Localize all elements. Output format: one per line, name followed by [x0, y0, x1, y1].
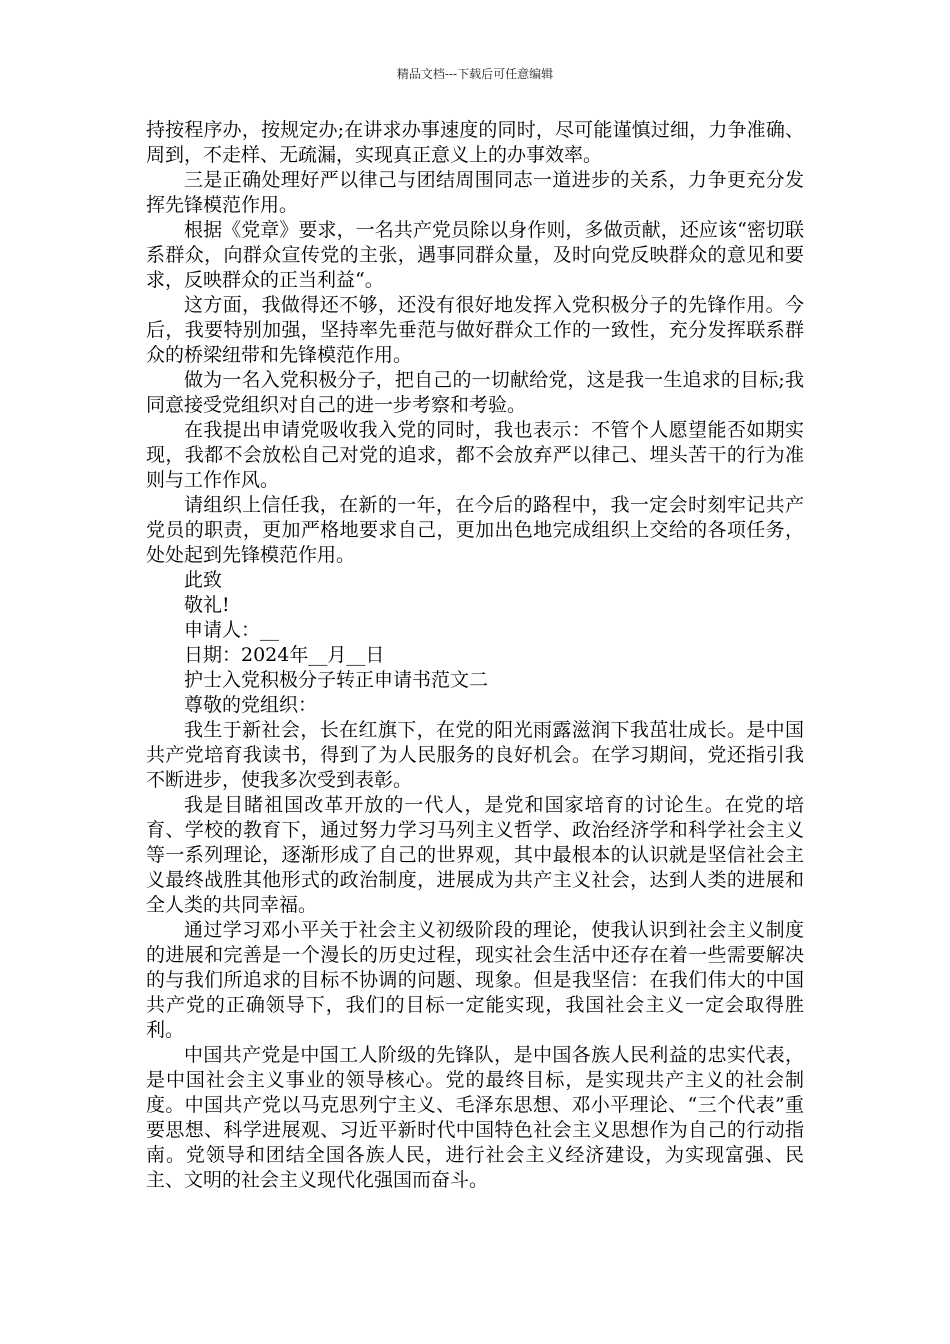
greeting-line: 尊敬的党组织：: [184, 694, 318, 716]
applicant-line: 申请人：__: [184, 619, 280, 641]
closing-salutation: 此致: [184, 569, 223, 591]
paragraph: 做为一名入党积极分子，把自己的一切献给党，这是我一生追求的目标;我同意接受党组织对自己的进一步考察和考验。: [146, 369, 804, 416]
paragraph: 持按程序办，按规定办;在讲求办事速度的同时，尽可能谨慎过细，力争准确、周到，不走样、无疏漏，实现真正意义上的办事效率。: [146, 119, 804, 166]
paragraph: 在我提出申请党吸收我入党的同时，我也表示：不管个人愿望能否如期实现，我都不会放松自己对党的追求，都不会放弃严以律己、埋头苦干的行为准则与工作作风。: [146, 419, 804, 491]
paragraph: 请组织上信任我，在新的一年，在今后的路程中，我一定会时刻牢记共产党员的职责，更加严格地要求自己，更加出色地完成组织上交给的各项任务，处处起到先锋模范作用。: [146, 494, 804, 566]
paragraph: 根据《党章》要求，一名共产党员除以身作则，多做贡献，还应该“密切联系群众，向群众宣传党的主张，遇事同群众量，及时向党反映群众的意见和要求，反映群众的正当利益“。: [146, 219, 804, 291]
section-title: 护士入党积极分子转正申请书范文二: [184, 669, 489, 691]
document-body: [146, 118, 804, 1193]
paragraph: 这方面，我做得还不够，还没有很好地发挥入党积极分子的先锋作用。今后，我要特别加强，坚持率先垂范与做好群众工作的一致性，充分发挥联系群众的桥梁纽带和先锋模范作用。: [146, 294, 804, 366]
paragraph: 三是正确处理好严以律己与团结周围同志一道进步的关系，力争更充分发挥先锋模范作用。: [146, 169, 804, 216]
paragraph: 通过学习邓小平关于社会主义初级阶段的理论，使我认识到社会主义制度的进展和完善是一个漫长的历史过程，现实社会生活中还存在着一些需要解决的与我们所追求的目标不协调的问题、现象。但是我坚信：在我们伟大的中国共产党的正确领导下，我们的目标一定能实现，我国社会主义一定会取得胜利。: [146, 919, 804, 1041]
date-line: 日期：2024年__月__日: [184, 644, 385, 666]
paragraph: 我生于新社会，长在红旗下，在党的阳光雨露滋润下我茁壮成长。是中国共产党培育我读书，得到了为人民服务的良好机会。在学习期间，党还指引我不断进步，使我多次受到表彰。: [146, 719, 804, 791]
page-header: 精品文档---下载后可任意编辑: [396, 67, 554, 81]
paragraph: 中国共产党是中国工人阶级的先锋队，是中国各族人民利益的忠实代表，是中国社会主义事业的领导核心。党的最终目标，是实现共产主义的社会制度。中国共产党以马克思列宁主义、毛泽东思想、邓小平理论、“三个代表”重要思想、科学进展观、习近平新时代中国特色社会主义思想作为自己的行动指南。党领导和团结全国各族人民，进行社会主义经济建设，为实现富强、民主、文明的社会主义现代化强国而奋斗。: [146, 1044, 804, 1191]
closing-respect: 敬礼!: [184, 594, 230, 616]
paragraph: 我是目睹祖国改革开放的一代人，是党和国家培育的讨论生。在党的培育、学校的教育下，通过努力学习马列主义哲学、政治经济学和科学社会主义等一系列理论，逐渐形成了自己的世界观，其中最根本的认识就是坚信社会主义最终战胜其他形式的政治制度，进展成为共产主义社会，达到人类的进展和全人类的共同幸福。: [146, 794, 804, 916]
